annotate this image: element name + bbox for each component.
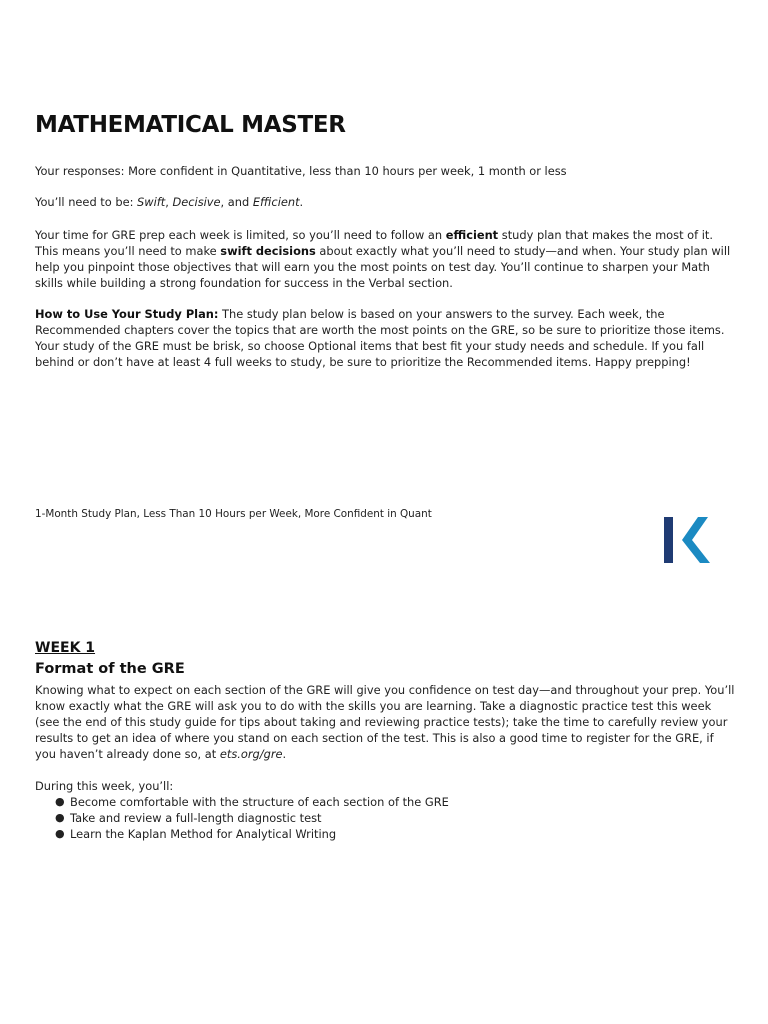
need-sep1: , [165, 195, 173, 209]
week-1-body-text: Knowing what to expect on each section of the GRE will give you confidence on test day—and throughout your prep. You’ll know exactly what the GRE will ask you to do with the skills you are learning. Take a diagnostic practice test this week (see the end of this study guide for tips about taking and reviewing practice tests); take the time to carefully review your results to get an idea of where you stand on each section of the test. This is also a good time to register for the GRE, if you haven’t already done so, at [35, 683, 735, 761]
intro-bold-efficient: efficient [445, 228, 499, 242]
list-item [35, 794, 449, 810]
ets-link-text: ets.org/gre [219, 747, 283, 761]
list-item [35, 810, 449, 826]
need-end: . [299, 195, 304, 209]
kaplan-k-logo [662, 515, 712, 565]
howto-label: How to Use Your Study Plan: [35, 307, 219, 321]
intro-paragraph [35, 227, 735, 291]
week-1-body-end: . [282, 747, 287, 761]
intro-text-3: about exactly what you’ll need to study—and when. Your study plan will help you pinpoint those objectives that will earn you the most points on test day. You’ll continue to sharpen your Math skills while building a strong foundation for success in the Verbal section. [35, 244, 731, 290]
need-to-be-text [35, 194, 735, 210]
need-decisive: Decisive [172, 195, 221, 209]
week-1-bullet-list [35, 794, 449, 842]
need-efficient: Efficient [252, 195, 300, 209]
howto-paragraph [35, 306, 735, 370]
intro-text-2: study plan that makes the most of it. This means you’ll need to make [35, 228, 714, 258]
logo-chevron [682, 517, 710, 563]
bullet-text: Become comfortable with the structure of each section of the GRE [70, 795, 449, 809]
bullet-text: Take and review a full-length diagnostic test [70, 811, 322, 825]
bullet-text: Learn the Kaplan Method for Analytical Writing [70, 827, 337, 841]
week-1-heading: Format of the GRE [35, 661, 185, 677]
responses-text: Your responses: More confident in Quantitative, less than 10 hours per week, 1 month or less [35, 164, 567, 178]
during-week-text: During this week, you’ll: [35, 779, 174, 793]
week-1-body [35, 682, 735, 762]
intro-text-1: Your time for GRE prep each week is limited, so you’ll need to follow an [35, 228, 446, 242]
bullet-dot-icon: ● [55, 795, 65, 808]
bullet-dot-icon: ● [55, 811, 65, 824]
intro-bold-swift-decisions: swift decisions [220, 244, 316, 258]
need-swift: Swift [137, 195, 166, 209]
list-item [35, 826, 449, 842]
bullet-dot-icon: ● [55, 827, 65, 840]
week-1-label: WEEK 1 [35, 640, 96, 656]
need-sep2: , and [220, 195, 253, 209]
need-prefix: You’ll need to be: [35, 195, 138, 209]
logo-stem [664, 517, 673, 563]
howto-text: The study plan below is based on your answers to the survey. Each week, the Recommended chapters cover the topics that are worth the most points on the GRE, so be sure to prioritize those items. Your study of the GRE must be brisk, so choose Optional items that best fit your study needs and schedule. If you fall behind or don’t have at least 4 full weeks to study, be sure to prioritize the Recommended items. Happy prepping! [35, 307, 725, 369]
page-title: MATHEMATICAL MASTER [35, 112, 346, 138]
plan-caption: 1-Month Study Plan, Less Than 10 Hours per Week, More Confident in Quant [35, 508, 432, 520]
